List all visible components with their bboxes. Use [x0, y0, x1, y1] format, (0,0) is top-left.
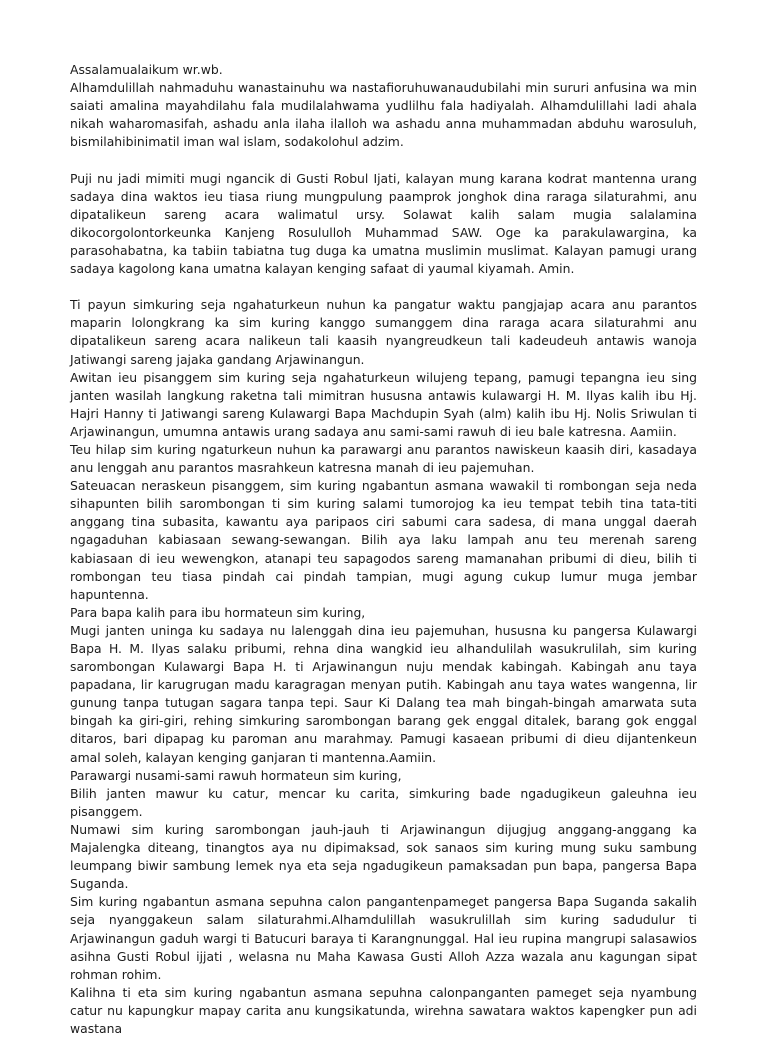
paragraph-apology: Sateuacan neraskeun pisanggem, sim kuring ngabantun asmana wawakil ti rombongan seja neda sihapunten bilih sarombongan ti sim kuring salami tumorojog ka ieu tempat tebih tina tata-titi anggang tina subasita, kawantu aya paripaos ciri sabumi cara sadesa, di mana unggal daerah ngagaduhan kabiasaan sewang-sewangan. Bilih aya laku lampah anu teu merenah sareng kabiasaan di ieu wewengkon, atanapi teu sapagodos sareng mamanahan pribumi di dieu, bilih ti rombongan teu tiasa pindah cai pindah tampian, mugi agung cukup lumur muga jembar hapuntenna. — [70, 478, 697, 602]
paragraph-continuation: Kalihna ti eta sim kuring ngabantun asmana sepuhna calonpanganten pameget seja nyambung catur nu kapungkur mapay carita anu kungsikatunda, wirehna sawatara waktos kapengker pun adi wastana — [70, 984, 697, 1036]
paragraph-gap — [70, 278, 697, 296]
paragraph-address-parents: Para bapa kalih para ibu hormateun sim kuring, — [70, 604, 366, 620]
paragraph-purpose: Bilih janten mawur ku catur, mencar ku carita, simkuring bade ngadugikeun galeuhna ieu pisanggem. — [70, 785, 697, 819]
paragraph-greetings: Sim kuring ngabantun asmana sepuhna calon pangantenpameget pangersa Bapa Suganda sakalih seja nyanggakeun salam silaturahmi.Alhamdulillah wasukrulillah sim kuring sadudulur ti Arjawinangun gaduh wargi ti Batucuri baraya ti Karangnunggal. Hal ieu rupina mangrupi salasawios asihna Gusti Robul ijjati , welasna nu Maha Kawasa Gusti Alloh Azza wazala anu kagungan sipat rohman rohim. — [70, 894, 697, 982]
paragraph-opening-prayer: Alhamdulillah nahmaduhu wanastainuhu wa nastafioruhuwanaudubilahi min sururi anfusina wa min saiati amalina mayahdilahu fala mudilalahwama yudlilhu fala hadiyalah. Alhamdulillahi ladi ahala nikah waharomasifah, ashadu anla ilaha ilalloh wa ashadu anna muhammadan abduhu warosuluh, bismilahibinimatil iman wal islam, sodakolohul adzim. — [70, 80, 697, 150]
paragraph-gratitude: Teu hilap sim kuring ngaturkeun nuhun ka parawargi anu parantos nawiskeun kaasih diri, kasadaya anu lenggah anu parantos masrahkeun katresna manah di ieu pajemuhan. — [70, 441, 697, 476]
document-body — [70, 61, 697, 1038]
paragraph-praise: Puji nu jadi mimiti mugi ngancik di Gusti Robul Ijati, kalayan mung karana kodrat mantenna urang sadaya dina waktos ieu tiasa riung mungpulung paamprok jonghok dina raraga silaturahmi, anu dipatalikeun sareng acara walimatul ursy. Solawat kalih salam mugia salalamina dikocorgolontorkeunka Kanjeng Rosululloh Muhammad SAW. Oge ka parakulawargina, ka parasohabatna, ka tabiin tabiatna tug duga ka umatna muslimin muslimat. Kalayan pamugi urang sadaya kagolong kana umatna kalayan kenging safaat di yaumal kiyamah. Amin. — [70, 170, 697, 277]
paragraph-thanks: Ti payun simkuring seja ngahaturkeun nuhun ka pangatur waktu pangjajap acara anu parantos maparin lolongkrang ka sim kuring kanggo sumanggem dina raraga acara silaturahmi anu dipatalikeun sareng acara nalikeun tali kaasih nyangreudkeun tali kadeudeuh antawis wanoja Jatiwangi sareng jajaka gandang Arjawinangun. — [70, 297, 697, 367]
paragraph-joy: Mugi janten uninga ku sadaya nu lalenggah dina ieu pajemuhan, hususna ku pangersa Kulawargi Bapa H. M. Ilyas salaku pribumi, rehna dina wangkid ieu alhandulilah wasukrulilah, sim kuring sarombongan Kulawargi Bapa H. ti Arjawinangun nuju mendak kabingah. Kabingah anu taya papadana, lir karugrugan madu karagragan menyan putih. Kabingah anu taya wates wangenna, lir gunung tanpa tutugan sagara tanpa tepi. Saur Ki Dalang tea mah bingah-bingah amarwata suta bingah ka giri-giri, rehing simkuring sarombongan barang gek enggal ditalek, barang gok enggal ditaros, bari dipapag ku paroman anu marahmay. Pamugi kasaean pribumi di dieu dijantenkeun amal soleh, kalayan kenging ganjaran ti mantenna.Aamiin. — [70, 622, 697, 765]
paragraph-journey: Numawi sim kuring sarombongan jauh-jauh ti Arjawinangun dijugjug anggang-anggang ka Majalengka diteang, tinangtos aya nu dipimaksad, sok sanaos sim kuring mung suku sambung leumpang biwir sambung lemek nya eta seja ngadugikeun pamaksadan pun bapa, pangersa Bapa Suganda. — [70, 821, 697, 892]
paragraph-welcome: Awitan ieu pisanggem sim kuring seja ngahaturkeun wilujeng tepang, pamugi tepangna ieu sing janten wasilah langkung raketna tali mimitran hususna antawis kulawargi H. M. Ilyas kalih ibu Hj. Hajri Hanny ti Jatiwangi sareng Kulawargi Bapa Machdupin Syah (alm) kalih ibu Hj. Nolis Sriwulan ti Arjawinangun, umumna antawis urang sadaya anu sami-sami rawuh di ieu bale katresna. Aamiin. — [70, 369, 697, 439]
paragraph-gap — [70, 151, 697, 169]
greeting: Assalamualaikum wr.wb. — [70, 62, 223, 77]
paragraph-address-guests: Parawargi nusami-sami rawuh hormateun sim kuring, — [70, 767, 402, 783]
